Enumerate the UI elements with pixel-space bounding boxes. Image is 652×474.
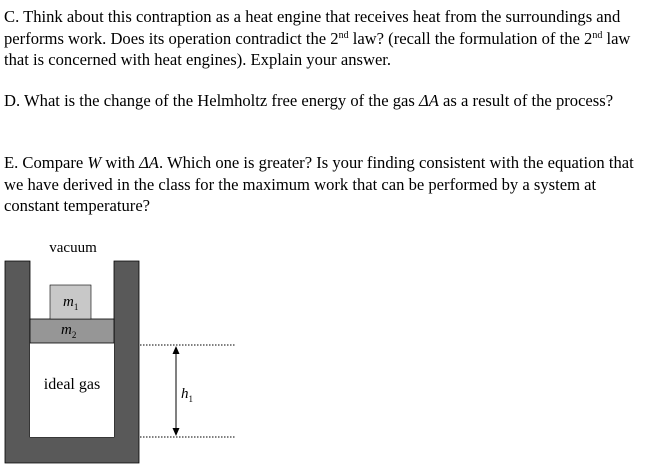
height-label (181, 386, 193, 404)
work-symbol: W (87, 153, 102, 172)
question-c-text-2: law? (recall the formulation of the 2 (348, 28, 593, 48)
mass2-symbol: m (61, 322, 72, 338)
delta-a-symbol: ΔA (419, 91, 439, 110)
vacuum-label: vacuum (49, 240, 97, 256)
question-c-text-1: C. Think about this contraption as a heat engine that receives heat from the surroundings and performs work. Does its operation contradict the 2 (4, 7, 621, 48)
question-e-text-1: E. Compare (4, 153, 88, 172)
question-e-text-3: . Which one is greater? Is your finding consistent with the equation that we have derived in the class for the maximum work that can be performed by a system at constant temperature? (4, 153, 634, 215)
question-e-text-2: with (101, 153, 140, 172)
question-d-text-2: as a result of the process? (438, 91, 614, 110)
mass1-symbol: m (63, 294, 74, 310)
height-subscript: 1 (188, 394, 193, 404)
question-c-text-3: law that is concerned with heat engines). Explain your answer. (4, 28, 631, 69)
delta-a-symbol-e: ΔA (139, 153, 159, 172)
superscript-nd-1: nd (338, 29, 349, 41)
height-symbol: h (181, 386, 189, 402)
height-arrow-head-up (173, 346, 180, 354)
ideal-gas-label: ideal gas (43, 376, 101, 393)
superscript-nd-2: nd (592, 29, 603, 41)
mass2-subscript: 2 (71, 330, 77, 340)
question-d-text-1: D. What is the change of the Helmholtz free energy of the gas (4, 91, 420, 110)
height-arrow-head-down (173, 428, 180, 436)
mass1-subscript: 1 (73, 302, 79, 312)
